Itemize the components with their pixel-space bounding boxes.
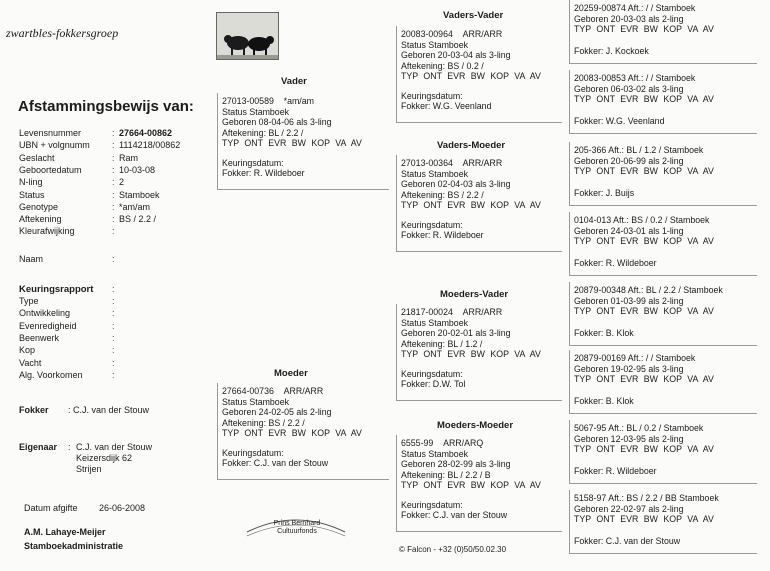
- vv-id: 20083-00964: [401, 29, 453, 39]
- ggp-geboren: Geboren 22-02-97 als 2-ling: [574, 503, 684, 514]
- animal-row-label: N-ling: [19, 177, 43, 188]
- mv-aftekening: Aftekening: BL / 1.2 /: [401, 338, 483, 349]
- keuring-row-label: Evenredigheid: [19, 320, 77, 331]
- animal-row-colon: :: [112, 140, 115, 151]
- animal-row-value: 2: [119, 177, 125, 188]
- ggp-geboren: Geboren 12-03-95 als 2-ling: [574, 433, 684, 444]
- ggp-box: [569, 70, 757, 134]
- ggp-cats: TYP ONT EVR BW KOP VA AV: [574, 166, 714, 176]
- footer-copyright: © Falcon - +32 (0)50/50.02.30: [399, 545, 507, 554]
- vader-keuring: Keuringsdatum:: [222, 157, 284, 168]
- fokker-value-row: : C.J. van der Stouw: [68, 405, 150, 415]
- ggp-geboren: Geboren 20-06-99 als 2-ling: [574, 155, 684, 166]
- mm-keuring: Keuringsdatum:: [401, 499, 463, 510]
- mm-id-row: [401, 438, 562, 449]
- animal-row-value: 10-03-08: [119, 164, 156, 175]
- mm-fokker: Fokker: C.J. van der Stouw: [401, 510, 508, 520]
- animal-row-colon: :: [112, 164, 115, 175]
- vader-cats: TYP ONT EVR BW KOP VA AV: [222, 138, 362, 148]
- animal-row-label: Levensnummer: [19, 128, 82, 138]
- vader-geno: *am/am: [283, 96, 314, 106]
- keuring-row-colon: :: [112, 345, 115, 356]
- ggp-id-line: 20879-00169 Aft.: / / Stamboek: [574, 353, 696, 363]
- ggp-id-line: 20083-00853 Aft.: / / Stamboek: [574, 73, 696, 83]
- ggp-geboren: Geboren 01-03-99 als 2-ling: [574, 295, 684, 306]
- ggp-box: [569, 142, 757, 206]
- ggp-fokker: Fokker: W.G. Veenland: [574, 115, 665, 126]
- animal-row-colon: :: [112, 128, 115, 138]
- ggp-fokker: Fokker: B. Klok: [574, 395, 634, 406]
- fokker-label: Fokker: [19, 405, 49, 415]
- vm-geboren: Geboren 02-04-03 als 3-ling: [401, 179, 511, 189]
- vader-box: [217, 93, 389, 190]
- vm-geno: ARR/ARR: [462, 158, 503, 168]
- moeder-keuring: Keuringsdatum:: [222, 447, 284, 458]
- mv-status: Status Stamboek: [401, 317, 468, 328]
- moeder-id-row: [222, 386, 389, 397]
- ggp-box: [569, 212, 757, 276]
- vv-cats: TYP ONT EVR BW KOP VA AV: [401, 71, 541, 81]
- keuring-row-colon: :: [112, 320, 115, 331]
- animal-row-value: BS / 2.2 /: [119, 214, 157, 225]
- ggp-fokker: Fokker: J. Buijs: [574, 187, 635, 198]
- ggp-fokker: Fokker: R. Wildeboer: [574, 257, 657, 268]
- ggp-geboren: Geboren 19-02-95 als 3-ling: [574, 363, 684, 374]
- eigenaar-address: [76, 442, 152, 475]
- ggp-box: [569, 350, 757, 414]
- keuring-colon: :: [112, 284, 115, 294]
- vm-status: Status Stamboek: [401, 168, 468, 179]
- keuring-row-label: Beenwerk: [19, 332, 60, 343]
- mm-status: Status Stamboek: [401, 448, 468, 459]
- keuring-row-colon: :: [112, 296, 115, 306]
- vm-keuring: Keuringsdatum:: [401, 219, 463, 230]
- animal-row-colon: :: [112, 214, 115, 225]
- ggp-cats: TYP ONT EVR BW KOP VA AV: [574, 444, 714, 454]
- moeder-box: [217, 383, 389, 480]
- vader-status: Status Stamboek: [222, 106, 289, 117]
- eigenaar-label: Eigenaar: [19, 442, 58, 452]
- ggp-cats: TYP ONT EVR BW KOP VA AV: [574, 514, 714, 524]
- keuring-row-colon: :: [112, 308, 115, 319]
- vm-id: 27013-00364: [401, 158, 453, 168]
- vader-heading: Vader: [281, 76, 307, 87]
- keuring-row-colon: :: [112, 332, 115, 343]
- mm-cats: TYP ONT EVR BW KOP VA AV: [401, 480, 541, 490]
- moeder-geboren: Geboren 24-02-05 als 2-ling: [222, 407, 332, 417]
- ggp-geboren: Geboren 20-03-03 als 2-ling: [574, 13, 684, 24]
- ggp-fokker: Fokker: B. Klok: [574, 327, 634, 338]
- signer-name: A.M. Lahaye-Meijer: [24, 527, 106, 537]
- keuring-row-colon: :: [112, 357, 115, 368]
- keuring-row-label: Alg. Voorkomen: [19, 369, 83, 380]
- vader-aftekening: Aftekening: BL / 2.2 /: [222, 127, 304, 138]
- cultuurfonds-seal: [237, 508, 355, 542]
- vv-fokker: Fokker: W.G. Veenland: [401, 101, 492, 111]
- signer-role: Stamboekadministratie: [24, 541, 124, 551]
- animal-row-label: Status: [19, 189, 45, 200]
- vv-status: Status Stamboek: [401, 39, 468, 50]
- ggp-cats: TYP ONT EVR BW KOP VA AV: [574, 24, 714, 34]
- keuring-row-colon: :: [112, 369, 115, 380]
- animal-row-value: 1114218/00862: [119, 140, 181, 151]
- ggp-box: [569, 0, 757, 64]
- vm-cats: TYP ONT EVR BW KOP VA AV: [401, 200, 541, 210]
- animal-row-value: 27664-00862: [119, 128, 173, 138]
- moeder-heading: Moeder: [274, 368, 308, 379]
- ggp-fokker: Fokker: J. Kockoek: [574, 45, 649, 56]
- vv-geboren: Geboren 20-03-04 als 3-ling: [401, 50, 511, 60]
- ggp-id-line: 205-366 Aft.: BL / 1.2 / Stamboek: [574, 145, 704, 155]
- moeder-status: Status Stamboek: [222, 396, 289, 407]
- mv-cats: TYP ONT EVR BW KOP VA AV: [401, 349, 541, 359]
- moeder-geno: ARR/ARR: [283, 386, 324, 396]
- moeder-id: 27664-00736: [222, 386, 274, 396]
- animal-row-value: Ram: [119, 152, 139, 163]
- page-title: Afstammingsbewijs van:: [18, 98, 194, 115]
- eigenaar-city: Strijen: [76, 464, 102, 474]
- keuring-title: Keuringsrapport: [19, 284, 94, 295]
- animal-row-value: Stamboek: [119, 189, 160, 200]
- vader-geboren: Geboren 08-04-06 als 3-ling: [222, 117, 332, 127]
- mm-geboren: Geboren 28-02-99 als 3-ling: [401, 459, 511, 469]
- ggp-geboren: Geboren 06-03-02 als 3-ling: [574, 83, 684, 94]
- mm-aftekening: Aftekening: BL / 2.2 / B: [401, 469, 491, 480]
- vader-id-row: [222, 96, 389, 107]
- fokker-value: C.J. van der Stouw: [73, 405, 150, 415]
- ggp-cats: TYP ONT EVR BW KOP VA AV: [574, 374, 714, 384]
- datum-label: Datum afgifte: [24, 503, 78, 513]
- moeder-aftekening: Aftekening: BS / 2.2 /: [222, 417, 305, 428]
- vm-id-row: [401, 158, 562, 169]
- vm-fokker: Fokker: R. Wildeboer: [401, 230, 484, 240]
- ggp-id-line: 20879-00348 Aft.: BL / 2.2 / Stamboek: [574, 285, 723, 295]
- ggp-cats: TYP ONT EVR BW KOP VA AV: [574, 306, 714, 316]
- mv-keuring: Keuringsdatum:: [401, 368, 463, 379]
- ggp-box: [569, 282, 757, 346]
- animal-row-colon: :: [112, 226, 115, 237]
- ggp-fokker: Fokker: C.J. van der Stouw: [574, 535, 681, 546]
- keuring-row-label: Ontwikkeling: [19, 308, 71, 319]
- ggp-box: [569, 420, 757, 484]
- ggp-id-line: 0104-013 Aft.: BS / 0.2 / Stamboek: [574, 215, 710, 225]
- seal-text: Prins Bernhard Cultuurfonds: [273, 520, 321, 535]
- animal-row-label: Kleurafwijking: [19, 226, 75, 237]
- mv-geboren: Geboren 20-02-01 als 3-ling: [401, 328, 511, 338]
- vv-aftekening: Aftekening: BS / 0.2 /: [401, 60, 484, 71]
- ggp-cats: TYP ONT EVR BW KOP VA AV: [574, 236, 714, 246]
- animal-row-colon: :: [112, 152, 115, 163]
- mv-box: [396, 304, 562, 401]
- ggp-id-line: 20259-00874 Aft.: / / Stamboek: [574, 3, 696, 13]
- mm-geno: ARR/ARQ: [443, 438, 484, 448]
- mv-id-row: [401, 307, 562, 318]
- eigenaar-colon: :: [68, 442, 71, 452]
- vv-box: [396, 26, 562, 123]
- ggp-fokker: Fokker: R. Wildeboer: [574, 465, 657, 476]
- vv-keuring: Keuringsdatum:: [401, 90, 463, 101]
- vm-heading: Vaders-Moeder: [437, 140, 506, 151]
- vader-fokker: Fokker: R. Wildeboer: [222, 168, 305, 178]
- sheep-icon: [217, 13, 278, 59]
- vv-id-row: [401, 29, 562, 40]
- animal-row-label: Geboortedatum: [19, 164, 82, 175]
- ggp-id-line: 5067-95 Aft.: BL / 0.2 / Stamboek: [574, 423, 704, 433]
- animal-row-label: Geslacht: [19, 152, 55, 163]
- animal-row-label: UBN + volgnumm: [19, 140, 90, 151]
- animal-row-colon: :: [112, 201, 115, 212]
- keuring-row-label: Vacht: [19, 357, 42, 368]
- naam-colon: :: [112, 254, 115, 264]
- animal-row-label: Genotype: [19, 201, 59, 212]
- moeder-fokker: Fokker: C.J. van der Stouw: [222, 458, 329, 468]
- mv-geno: ARR/ARR: [462, 307, 503, 317]
- mm-heading: Moeders-Moeder: [437, 420, 514, 431]
- keuring-row-label: Type: [19, 296, 39, 306]
- vv-geno: ARR/ARR: [462, 29, 503, 39]
- mv-heading: Moeders-Vader: [440, 289, 509, 300]
- mm-id: 6555-99: [401, 438, 434, 448]
- animal-row-label: Aftekening: [19, 214, 62, 225]
- mm-box: [396, 435, 562, 532]
- moeder-cats: TYP ONT EVR BW KOP VA AV: [222, 428, 362, 438]
- vm-aftekening: Aftekening: BS / 2.2 /: [401, 189, 484, 200]
- ggp-geboren: Geboren 24-03-01 als 1-ling: [574, 225, 684, 236]
- animal-row-value: *am/am: [119, 201, 151, 212]
- ggp-box: [569, 490, 757, 554]
- eigenaar-name: C.J. van der Stouw: [76, 442, 153, 452]
- mv-id: 21817-00024: [401, 307, 453, 317]
- vv-heading: Vaders-Vader: [443, 10, 504, 21]
- mv-fokker: Fokker: D.W. Tol: [401, 379, 466, 389]
- brand-name: zwartbles-fokkersgroep: [6, 26, 119, 40]
- keuring-row-label: Kop: [19, 345, 36, 356]
- ggp-cats: TYP ONT EVR BW KOP VA AV: [574, 94, 714, 104]
- animal-row-colon: :: [112, 177, 115, 188]
- animal-row-colon: :: [112, 189, 115, 200]
- sheep-logo: [216, 12, 279, 60]
- eigenaar-street: Keizersdijk 62: [76, 453, 133, 463]
- vader-id: 27013-00589: [222, 96, 274, 106]
- ggp-id-line: 5158-97 Aft.: BS / 2.2 / BB Stamboek: [574, 493, 719, 503]
- vm-box: [396, 155, 562, 252]
- naam-label: Naam: [19, 254, 44, 264]
- datum-value: 26-06-2008: [99, 503, 146, 513]
